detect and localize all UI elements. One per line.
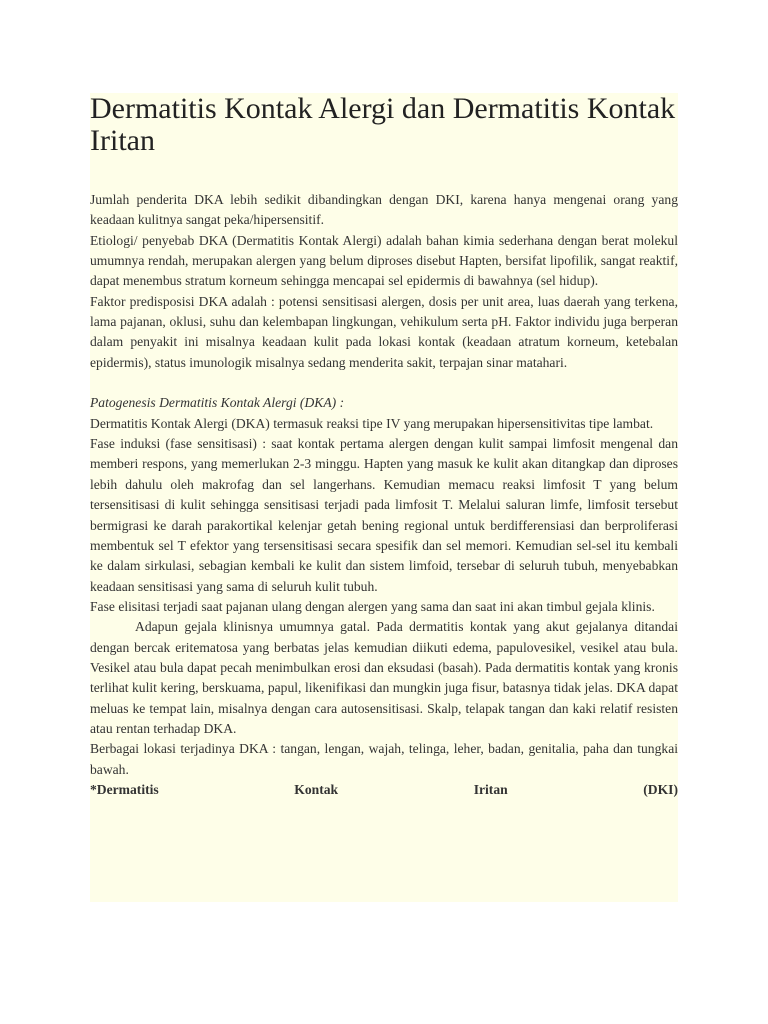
page-title: Dermatitis Kontak Alergi dan Dermatitis Kontak Iritan (90, 92, 676, 157)
paragraph-clinical-symptoms: Adapun gejala klinisnya umumnya gatal. Pada dermatitis kontak yang akut gejalanya ditandai dengan bercak eritematosa yang berbatas jelas kemudian diikuti edema, papulovesikel, vesikel atau bula. Vesikel atau bula dapat pecah menimbulkan erosi dan eksudasi (basah). Pada dermatitis kontak yang kronis terlihat kulit kering, berskuama, papul, likenifikasi dan mungkin juga fisur, batasnya tidak jelas. DKA dapat meluas ke tempat lain, misalnya dengan cara autosensitisasi. Skalp, telapak tangan dan kaki relatif resisten atau rentan terhadap DKA. (90, 619, 678, 736)
paragraph-induction-phase: Fase induksi (fase sensitisasi) : saat kontak pertama alergen dengan kulit sampai limfosit mengenal dan memberi respons, yang memerlukan 2-3 minggu. Hapten yang masuk ke kulit akan ditangkap dan diproses lebih dahulu oleh makrofag dan sel langerhans. Kemudian memacu reaksi limfosit T yang belum tersensitisasi di kulit sehingga sensitisasi terjadi pada limfosit T. Melalui saluran limfe, limfosit tersebut bermigrasi ke darah parakortikal kelenjar getah bening regional untuk berdifferensiasi dan berproliferasi membentuk sel T efektor yang tersensitisasi secara spesifik dan sel memori. Kemudian sel-sel itu kembali ke dalam sirkulasi, sebagian kembali ke kulit dan sistem limfoid, tersebar di seluruh tubuh, menyebabkan keadaan sensitisasi yang sama di seluruh kulit tubuh. (90, 436, 678, 594)
paragraph-predisposing-factors: Faktor predisposisi DKA adalah : potensi sensitisasi alergen, dosis per unit area, luas daerah yang terkena, lama pajanan, oklusi, suhu dan kelembapan lingkungan, vehikulum serta pH. Faktor individu juga berperan dalam penyakit ini misalnya keadaan kulit pada lokasi kontak (keadaan atratum korneum, ketebalan epidermis), status imunologik misalnya sedang menderita sakit, terpajan sinar matahari. (90, 293, 678, 370)
heading-word: Kontak (294, 781, 339, 797)
heading-word: Iritan (473, 781, 508, 797)
paragraph-spacer (90, 373, 678, 393)
heading-word: (DKI) (643, 781, 678, 797)
paragraph-etiology: Etiologi/ penyebab DKA (Dermatitis Kontak Alergi) adalah bahan kimia sederhana dengan berat molekul umumnya rendah, merupakan alergen yang belum diproses disebut Hapten, bersifat lipofilik, sangat reaktif, dapat menembus stratum korneum sehingga mencapai sel epidermis di bawahnya (sel hidup). (90, 232, 678, 289)
section-heading-dki (90, 780, 678, 800)
paragraph-elicitation-phase: Fase elisitasi terjadi saat pajanan ulang dengan alergen yang sama dan saat ini akan timbul gejala klinis. (90, 598, 655, 614)
paragraph-locations: Berbagai lokasi terjadinya DKA : tangan, lengan, wajah, telinga, leher, badan, genitalia, paha dan tungkai bawah. (90, 741, 678, 777)
paragraph-reaction-type: Dermatitis Kontak Alergi (DKA) termasuk reaksi tipe IV yang merupakan hipersensitivitas tipe lambat. (90, 415, 654, 431)
paragraph-incidence: Jumlah penderita DKA lebih sedikit dibandingkan dengan DKI, karena hanya mengenai orang yang keadaan kulitnya sangat peka/hipersensitif. (90, 192, 678, 228)
heading-word: *Dermatitis (90, 781, 159, 797)
document-body (90, 190, 678, 800)
section-subheading: Patogenesis Dermatitis Kontak Alergi (DKA) : (90, 395, 345, 411)
